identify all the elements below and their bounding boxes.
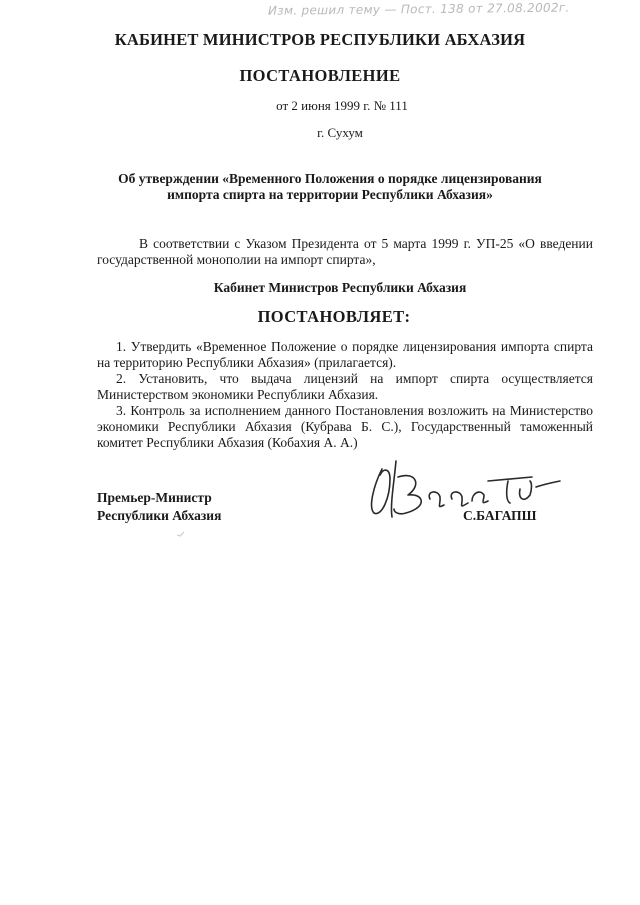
document-type: ПОСТАНОВЛЕНИЕ (239, 66, 401, 85)
subject-heading: Об утверждении «Временного Положения о порядке лицензирования импорта спирта на территории Республики Абхазия» (118, 171, 542, 202)
scan-mark (176, 530, 186, 540)
preamble: В соответствии с Указом Президента от 5 марта 1999 г. УП-25 «О введении государственной монополии на импорт спирта», (97, 236, 593, 267)
decree-item-3: 3. Контроль за исполнением данного Постановления возложить на Министерство экономики Республики Абхазия (Кубрава Б. С.), Государственный таможенный комитет Республики Абхазия (Кобахия А. А.) (97, 403, 593, 450)
signatory-name: С.БАГАПШ (463, 508, 537, 523)
decree-items (97, 339, 593, 451)
signatory-position (97, 489, 221, 525)
decree-item-2: 2. Установить, что выдача лицензий на импорт спирта осуществляется Министерством экономики Республики Абхазия. (97, 371, 593, 402)
handwritten-note: Изм. решил тему — Пост. 138 от 27.08.2002г. (267, 0, 570, 18)
city: г. Сухум (317, 125, 363, 140)
decree-item-1: 1. Утвердить «Временное Положение о порядке лицензирования импорта спирта на территорию Республики Абхазия» (прилагается). (97, 339, 593, 370)
authority-title: КАБИНЕТ МИНИСТРОВ РЕСПУБЛИКИ АБХАЗИЯ (114, 30, 526, 49)
date-number: от 2 июня 1999 г. № 111 (276, 98, 408, 113)
signatory-position-line2: Республики Абхазия (97, 508, 222, 523)
issuer-line: Кабинет Министров Республики Абхазия (213, 280, 467, 295)
decree-word: ПОСТАНОВЛЯЕТ: (257, 307, 411, 326)
signatory-position-line1: Премьер-Министр (97, 490, 212, 505)
